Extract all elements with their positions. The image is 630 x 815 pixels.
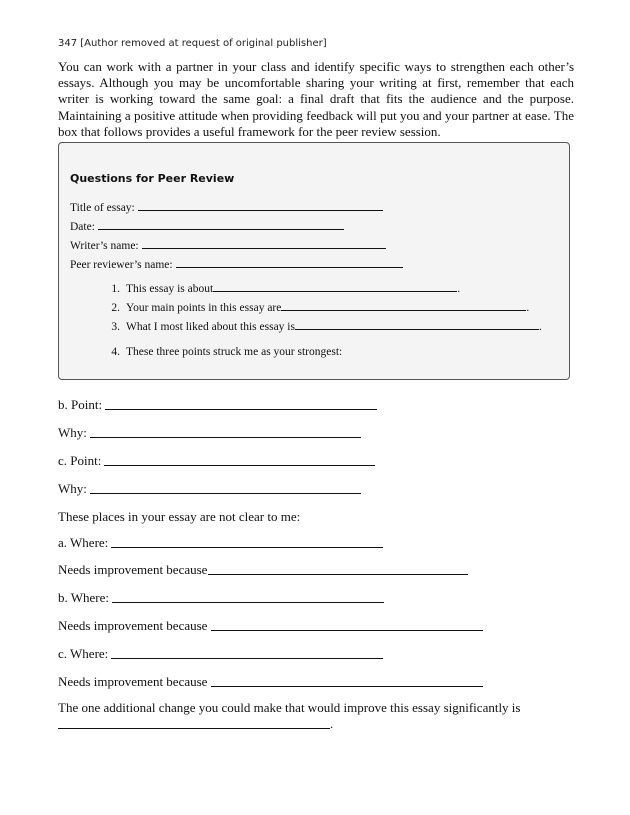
question-text: This essay is about (126, 283, 214, 295)
form-label: c. Where: (58, 646, 109, 661)
point-b-line (58, 397, 377, 413)
closing-question (58, 700, 520, 716)
form-label: Needs improvement because (58, 618, 208, 633)
question-2-blank[interactable] (281, 309, 526, 311)
needs-improvement-c-blank[interactable] (211, 685, 483, 687)
closing-answer-line (58, 716, 333, 732)
question-number: 4. (111, 346, 120, 358)
intro-paragraph: You can work with a partner in your class and identify specific ways to strengthen each other’s essays. Although you may be uncomfortable sharing your writing at first, remember that each writer is working toward the same goal: a final draft that fits the audience and the purpose. Maintaining a positive attitude when providing feedback will put you and your partner at ease. The box that follows provides a useful framework for the peer review session. (58, 59, 574, 139)
closing-answer-blank[interactable] (58, 727, 330, 729)
form-label: Needs improvement because (58, 674, 208, 689)
question-text: Your main points in this essay are (126, 302, 282, 314)
question-end: . (526, 302, 530, 314)
date-blank[interactable] (98, 228, 344, 230)
point-b-blank[interactable] (105, 408, 377, 410)
peer-reviewers-name-blank[interactable] (176, 266, 403, 268)
review-question-3 (104, 321, 542, 333)
why-c-blank[interactable] (90, 492, 361, 494)
where-c-line (58, 646, 383, 662)
where-a-line (58, 535, 383, 551)
running-header (58, 38, 327, 49)
where-a-blank[interactable] (111, 546, 383, 548)
needs-improvement-c-line (58, 674, 483, 690)
question-number: 2. (111, 302, 120, 314)
title-of-essay-blank[interactable] (138, 209, 383, 211)
needs-improvement-b-blank[interactable] (211, 629, 483, 631)
form-label: Why: (58, 425, 87, 440)
why-b-line (58, 425, 361, 441)
form-label: b. Where: (58, 590, 110, 605)
page-number: 347 (58, 38, 78, 49)
why-b-blank[interactable] (90, 436, 361, 438)
closing-question-text: The one additional change you could make that would improve this essay significantly is (58, 700, 521, 715)
running-title: [Author removed at request of original publisher] (80, 38, 327, 49)
unclear-places-heading (58, 509, 300, 525)
field-label: Peer reviewer’s name: (70, 259, 173, 271)
question-text: These three points struck me as your strongest: (126, 346, 343, 358)
form-label: a. Where: (58, 535, 109, 550)
form-label: These places in your essay are not clear to me: (58, 509, 301, 524)
point-c-blank[interactable] (104, 464, 375, 466)
question-text: What I most liked about this essay is (126, 321, 295, 333)
where-c-blank[interactable] (111, 657, 383, 659)
where-b-line (58, 590, 384, 606)
field-label: Writer’s name: (70, 240, 139, 252)
question-end: . (457, 283, 461, 295)
question-number: 3. (111, 321, 120, 333)
form-label: b. Point: (58, 397, 103, 412)
date-field (70, 221, 344, 233)
needs-improvement-a-line (58, 562, 468, 578)
form-label: Why: (58, 481, 87, 496)
question-1-blank[interactable] (213, 290, 457, 292)
why-c-line (58, 481, 361, 497)
point-c-line (58, 453, 375, 469)
needs-improvement-b-line (58, 618, 483, 634)
title-of-essay-field (70, 202, 383, 214)
writers-name-field (70, 240, 386, 252)
needs-improvement-a-blank[interactable] (208, 573, 468, 575)
where-b-blank[interactable] (112, 601, 384, 603)
peer-reviewers-name-field (70, 259, 403, 271)
question-number: 1. (111, 283, 120, 295)
field-label: Date: (70, 221, 95, 233)
peer-review-box-title: Questions for Peer Review (70, 172, 235, 185)
form-label: Needs improvement because (58, 562, 208, 577)
field-label: Title of essay: (70, 202, 135, 214)
peer-review-box (58, 142, 570, 380)
review-question-4 (104, 346, 342, 358)
form-label: c. Point: (58, 453, 102, 468)
writers-name-blank[interactable] (142, 247, 386, 249)
review-question-1 (104, 283, 460, 295)
question-end: . (538, 321, 542, 333)
review-question-2 (104, 302, 529, 314)
question-3-blank[interactable] (295, 328, 539, 330)
closing-end: . (330, 716, 334, 731)
